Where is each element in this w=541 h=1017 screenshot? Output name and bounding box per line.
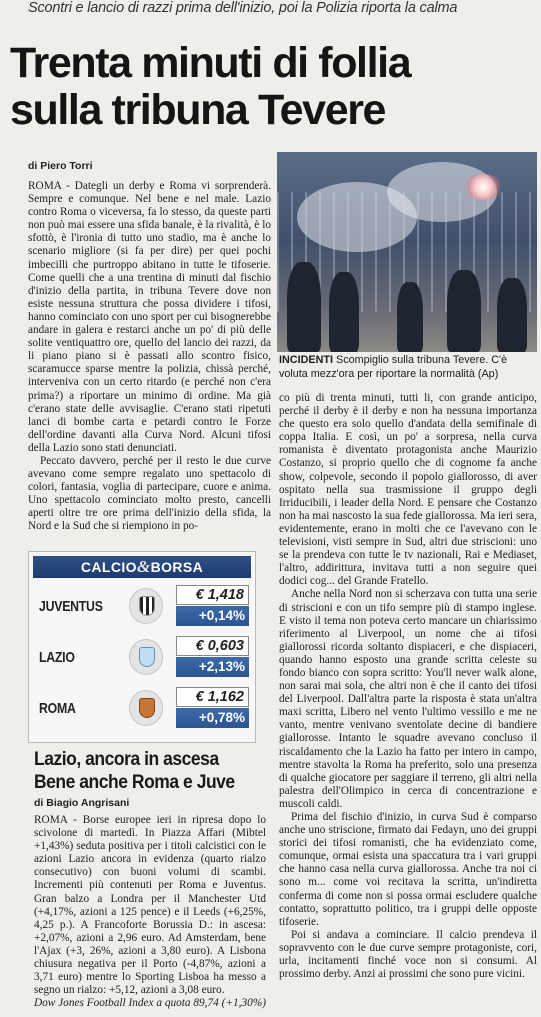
calcio-borsa-box: [28, 551, 256, 743]
caption-text: Scompiglio sulla tribuna Tevere. C'è voluta mezz'ora per riportare la normalità (Ap): [279, 354, 508, 380]
stock-change: +0,78%: [176, 708, 249, 728]
stock-name: LAZIO: [39, 649, 75, 666]
article-column-1: [28, 180, 271, 534]
byline-2: di Biagio Angrisani: [34, 797, 130, 809]
stock-change: +2,13%: [176, 657, 249, 677]
caption-label: INCIDENTI: [279, 354, 333, 366]
stock-row: [33, 684, 251, 732]
box-headline: [34, 748, 266, 794]
stock-price: € 0,603: [176, 636, 249, 656]
lazio-crest-icon: [129, 639, 163, 675]
article-paragraph: ROMA - Dategli un derby e Roma vi sorprenderà. Sempre e comunque. Nel bene e nel male. Lazio contro Roma o viceversa, fa lo stesso, da queste parti non può mai essere una sfida banale, è la rivalità, è lo sfottò, è l'ironia di tutto uno stadio, ma è anche lo scenario migliore (si fa per dire) per quei pochi imbecilli che purtroppo abitano in tutte le tifoserie. Come quelli che a una trentina di minuti dal fischio d'inizio della partita, in tribuna Tevere dove non esiste nessuna struttura che possa dividere i tifosi, hanno cominciato con uno sport per cui bisognerebbe andare in galera e restarci anche un po' di più delle solite ventiquattro ore, quello del lancio dei razzi, da li piano piano si è passati allo scontro fisico, scaramucce sparse mentre la polizia, chissà perché, interveniva con un certo ritardo (e perché non c'era prima?) a riportare un minimo di ordine. Ma già c'erano state delle avvisaglie. C'erano stati ripetuti lanci di bombe carta e petardi contro le Forze dell'ordine davanti alla Curva Nord. Alcuni tifosi della Lazio sono stati denunciati.: [28, 180, 271, 454]
stock-price: € 1,162: [176, 687, 249, 707]
kicker: Scontri e lancio di razzi prima dell'inizio, poi la Polizia riporta la calma: [28, 0, 458, 16]
photo-caption: [279, 354, 537, 381]
stock-row: [33, 582, 251, 630]
news-photo: [277, 152, 537, 352]
article-paragraph: Poi si andava a cominciare. Il calcio prendeva il sopravvento con le due curve sempre protagoniste, cori, urla, incitamenti finché voce non si consumi. Al prossimo derby. Anzi ai prossimi che sono pure vicini.: [279, 928, 537, 981]
article-paragraph-tail: Dow Jones Football Index a quota 89,74 (+1,30%): [34, 997, 266, 1010]
article-paragraph: Prima del fischio d'inizio, in curva Sud è comparso anche uno striscione, firmato dai Fedayn, uno dei gruppi storici dei tifosi romanisti, che ha evidenziato come, comunque, ormai esista una spaccatura tra i vari gruppi che hanno casa nella curva giallorossa. Anche tra noi ci sono m... come voi recitava la scritta, un'indiretta conferma di come non si possa ormai escludere qualche contatto, soprattutto politico, tra i gruppi delle opposte tifoserie.: [279, 811, 537, 928]
article-paragraph: co più di trenta minuti, tutti li, con grande anticipo, perché il derby è il derby e non ha nessuna importanza che questo era solo quello d'andata della semifinale di coppa Italia. E così, un po' a sorpresa, nella curva romanista è diventato protagonista anche Maurizio Costanzo, si proprio quello che di cognome fa anche show, colpevole, secondo il popolo giallorosso, di aver ospitato nella sua trasmissione il gruppo degli Irriducibili, i leader della Nord. E pensare che Costanzo non ha mai nascosto la sua fede giallorossa. Ma ieri sera, evidentemente, erano in molti che ce l'avevano con le televisioni, visti sempre in Sud, altri due striscioni: uno se la prendeva con tutte le tv nazionali, Rai e Mediaset, l'altro, addirittura, invitava tutti a non seguire quei dodici cog... del Grande Fratello.: [279, 392, 537, 588]
roma-crest-icon: [129, 690, 163, 726]
stock-row: [33, 633, 251, 681]
stock-price: € 1,418: [176, 585, 249, 605]
headline-line-2: sulla tribuna Tevere: [10, 86, 386, 134]
headline: [10, 40, 530, 134]
article-column-3: [34, 814, 266, 1010]
box-headline-line-2: Bene anche Roma e Juve: [34, 772, 235, 793]
stock-change: +0,14%: [176, 606, 249, 626]
juventus-crest-icon: [129, 588, 163, 624]
stock-name: JUVENTUS: [39, 598, 103, 615]
byline: di Piero Torri: [28, 160, 93, 172]
box-title: CALCIO&BORSA: [33, 556, 251, 578]
box-headline-line-1: Lazio, ancora in ascesa: [34, 749, 219, 770]
article-paragraph: ROMA - Borse europee ieri in ripresa dopo lo scivolone di martedì. In Piazza Affari (Mibtel +1,43%) seduta positiva per i titoli calcistici con le azioni Lazio ancora in evidenza (quarto rialzo consecutivo) con buoni volumi di scambi. Incrementi più contenuti per Roma e Juventus. Gran balzo a Londra per il Manchester Utd (+4,17%, azioni a 125 pence) e il Leeds (+6,25%, 4,25 p.). A Francoforte Borussia D.: in ascesa: +2,07%, azioni a 2,96 euro. Ad Amsterdam, bene l'Ajax (+3, 26%, azioni a 3,80 euro). A Lisbona chiusura negativa per il Porto (-4,87%, azioni a 3,71 euro) mentre lo Sporting Lisboa ha messo a segno un rialzo: +5,12, azioni a 3,08 euro.: [34, 814, 266, 997]
article-column-2: [279, 392, 537, 981]
headline-line-1: Trenta minuti di follia: [10, 39, 411, 87]
article-paragraph: Peccato davvero, perché per il resto le due curve avevano come sempre regalato uno spettacolo di colori, fantasia, voglia di partecipare, cuore e anima. Uno spettacolo cominciato molto presto, cancelli aperti oltre tre ore prima dell'inizio della sfida, la Nord e la Sud che si riempiono in po-: [28, 454, 271, 533]
stock-name: ROMA: [39, 700, 76, 717]
article-paragraph: Anche nella Nord non si scherzava con tutta una serie di striscioni e con un tifo sempre più di stampo inglese. E visto il tema non poteva certo mancare un chiarissimo riferimento al Liverpool, un nome che ai tifosi giallorossi ricorda soltanto dispiaceri, e che dispiaceri, quando hanno esposto una grande scritta celeste su fondo bianco con sopra scritto: You'll never walk alone, non sarai mai sola, che altri non è che il canto dei tifosi del Liverpool. Dall'altra parte la risposta è stata un'altra maxi scritta, Libero nel vento l'ultimo vessillo e me ne vanto, mentre venivano sventolate decine di bandiere giallorosse. Intanto le squadre avevano concluso il riscaldamento che la Lazio ha fatto per intero in campo, mentre stavolta la Roma ha preferito, solo una presenza di qualche giocatore per saggiare il terreno, gli altri nella palestra dell'Olimpico in cerca di concentrazione e muscoli caldi.: [279, 588, 537, 810]
